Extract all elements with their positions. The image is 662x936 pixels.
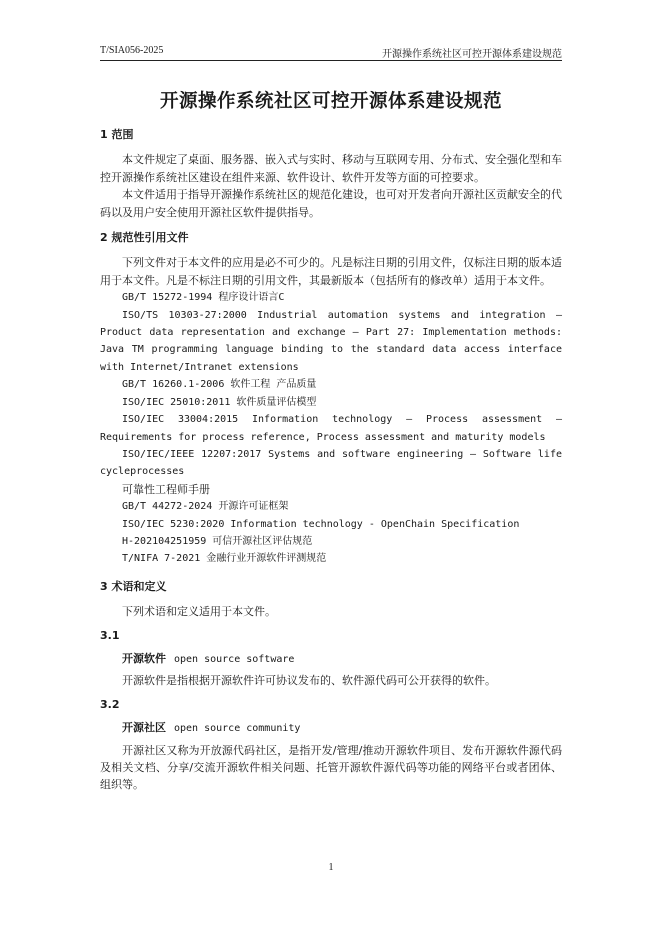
term-name-en: open source software <box>174 653 295 665</box>
term-entry <box>100 650 562 668</box>
reference-item: ISO/TS 10303-27:2000 Industrial automation systems and integration — Product data representation and exchange — Part 27: Implementation methods: Java TM programming language binding to the standard data access interface with Internet/Intranet extensions <box>100 309 562 373</box>
term-number: 3.1 <box>100 628 120 642</box>
term-definition: 开源社区又称为开放源代码社区，是指开发/管理/推动开源软件项目、发布开源软件源代码及相关文档、分享/交流开源软件相关问题、托管开源软件源代码等功能的网络平台或者团体、组织等。 <box>100 743 562 792</box>
term-definition: 开源软件是指根据开源软件许可协议发布的、软件源代码可公开获得的软件。 <box>122 674 496 688</box>
header-doc-code: T/SIA056-2025 <box>100 45 164 56</box>
terms-intro: 下列术语和定义适用于本文件。 <box>122 605 276 619</box>
reference-item: GB/T 44272-2024 开源许可证框架 <box>122 501 289 513</box>
reference-item: ISO/IEC/IEEE 12207:2017 Systems and software engineering – Software life cycleprocesses <box>100 448 562 478</box>
page-number: 1 <box>328 862 334 873</box>
reference-item: GB/T 16260.1-2006 软件工程 产品质量 <box>122 379 317 391</box>
reference-item: H-202104251959 可信开源社区评估规范 <box>122 535 313 547</box>
reference-item: ISO/IEC 25010:2011 软件质量评估模型 <box>122 396 317 408</box>
header-rule <box>100 60 562 61</box>
reference-item: ISO/IEC 5230:2020 Information technology - OpenChain Specification <box>122 518 520 530</box>
reference-item: 可靠性工程师手册 <box>122 482 210 496</box>
scope-paragraph-2: 本文件适用于指导开源操作系统社区的规范化建设，也可对开发者向开源社区贡献安全的代码以及用户安全使用开源社区软件提供指导。 <box>100 188 562 219</box>
term-name-zh: 开源社区 <box>122 721 166 735</box>
term-name-en: open source community <box>174 723 301 735</box>
section-heading-scope: 1 范围 <box>100 128 134 141</box>
page-title: 开源操作系统社区可控开源体系建设规范 <box>159 91 502 112</box>
header-doc-title: 开源操作系统社区可控开源体系建设规范 <box>382 49 562 60</box>
reference-item: GB/T 15272-1994 程序设计语言C <box>122 292 285 304</box>
reference-item: T/NIFA 7-2021 金融行业开源软件评测规范 <box>122 553 327 565</box>
reference-item: ISO/IEC 33004:2015 Information technology – Process assessment – Requirements for process reference, Process assessment and maturity models <box>100 414 562 443</box>
term-number: 3.2 <box>100 697 120 711</box>
section-heading-terms: 3 术语和定义 <box>100 579 167 593</box>
term-name-zh: 开源软件 <box>122 651 166 665</box>
term-entry <box>100 719 562 737</box>
document-body <box>100 120 562 794</box>
section-heading-references: 2 规范性引用文件 <box>100 231 189 245</box>
scope-paragraph-1: 本文件规定了桌面、服务器、嵌入式与实时、移动与互联网专用、分布式、安全强化型和车控开源操作系统社区建设在组件来源、软件设计、软件开发等方面的可控要求。 <box>100 153 562 184</box>
references-intro: 下列文件对于本文件的应用是必不可少的。凡是标注日期的引用文件，仅标注日期的版本适用于本文件。凡是不标注日期的引用文件，其最新版本（包括所有的修改单）适用于本文件。 <box>100 256 562 287</box>
